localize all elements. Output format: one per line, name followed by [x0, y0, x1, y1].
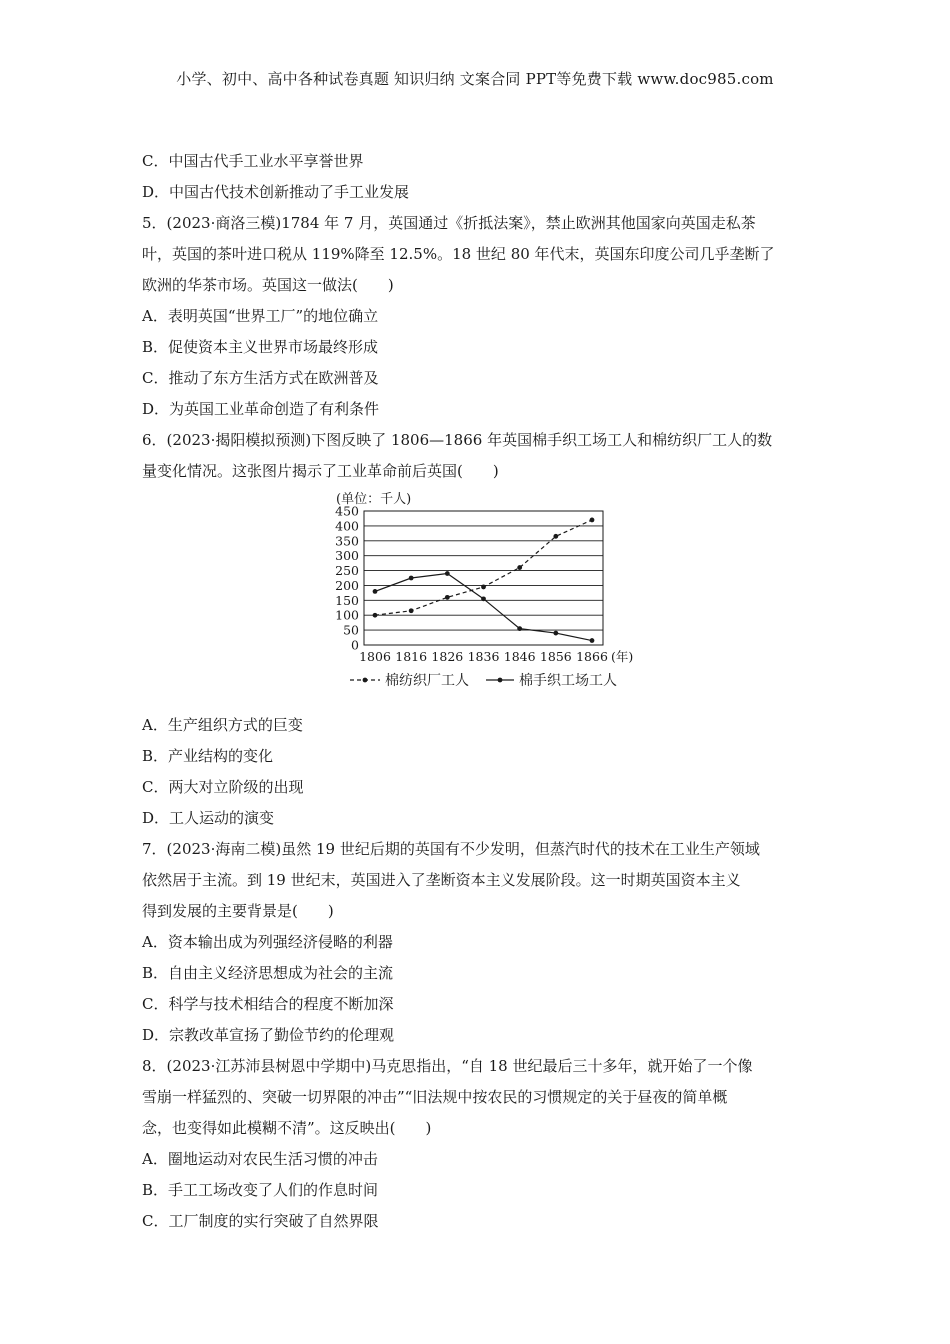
y-tick-label: 250 — [335, 563, 359, 579]
y-tick-label: 300 — [335, 548, 359, 564]
q7-stem-line: 得到发展的主要背景是( ) — [142, 902, 334, 920]
q7-option-d: D．宗教改革宣扬了勤俭节约的伦理观 — [142, 1026, 395, 1044]
y-tick-label: 350 — [335, 533, 359, 549]
y-tick-label: 50 — [343, 622, 359, 638]
q7-stem-line: 7．(2023·海南二模)虽然 19 世纪后期的英国有不少发明，但蒸汽时代的技术在工业生产领域 — [142, 840, 760, 858]
data-point — [590, 638, 595, 643]
y-tick-label: 150 — [335, 592, 359, 608]
q6-option-c: C．两大对立阶级的出现 — [142, 778, 304, 796]
q8-stem-line: 念，也变得如此模糊不清”。这反映出( ) — [142, 1119, 432, 1137]
data-point — [409, 576, 414, 581]
q5-stem-line: 叶，英国的茶叶进口税从 119%降至 12.5%。18 世纪 80 年代末，英国东印度公司几乎垄断了 — [142, 245, 775, 263]
legend-label: 棉手织工场工人 — [519, 673, 617, 689]
x-tick-label: 1806 — [359, 649, 391, 664]
legend-marker — [363, 678, 368, 683]
q4-option-d: D．中国古代技术创新推动了手工业发展 — [142, 183, 410, 201]
q5-stem-line: 欧洲的华茶市场。英国这一做法( ) — [142, 276, 394, 294]
q6-chart — [142, 489, 814, 704]
data-point — [553, 534, 558, 539]
q5-option-b: B．促使资本主义世界市场最终形成 — [142, 338, 379, 356]
page-header: 小学、初中、高中各种试卷真题 知识归纳 文案合同 PPT等免费下载 www.doc985.com — [176, 70, 774, 88]
q7-stem-line: 依然居于主流。到 19 世纪末，英国进入了垄断资本主义发展阶段。这一时期英国资本主义 — [142, 871, 741, 889]
data-point — [517, 565, 522, 570]
q8-stem-line: 雪崩一样猛烈的、突破一切界限的冲击”“旧法规中按农民的习惯规定的关于昼夜的简单概 — [142, 1088, 728, 1106]
data-point — [553, 631, 558, 636]
y-tick-label: 0 — [351, 637, 359, 653]
q6-stem-line: 6．(2023·揭阳模拟预测)下图反映了 1806—1866 年英国棉手织工场工人和棉纺织厂工人的数 — [142, 431, 773, 449]
data-point — [373, 589, 378, 594]
x-axis-unit: (年) — [611, 649, 634, 664]
data-point — [517, 626, 522, 631]
data-point — [445, 571, 450, 576]
legend-label: 棉纺织厂工人 — [385, 673, 469, 689]
data-point — [445, 595, 450, 600]
x-axis-ticks — [359, 649, 633, 664]
x-tick-label: 1816 — [395, 649, 428, 664]
q8-option-b: B．手工工场改变了人们的作息时间 — [142, 1181, 379, 1199]
chart-series — [373, 518, 595, 643]
x-tick-label: 1826 — [431, 649, 464, 664]
x-tick-label: 1836 — [467, 649, 500, 664]
q7-option-a: A．资本输出成为列强经济侵略的利器 — [142, 933, 393, 951]
data-point — [481, 585, 486, 590]
q5-option-c: C．推动了东方生活方式在欧洲普及 — [142, 369, 379, 387]
y-tick-label: 400 — [335, 518, 359, 534]
x-tick-label: 1856 — [539, 649, 572, 664]
y-tick-label: 200 — [335, 577, 359, 593]
q5-option-d: D．为英国工业革命创造了有利条件 — [142, 400, 380, 418]
document-body — [142, 146, 814, 1237]
q6-option-a: A．生产组织方式的巨变 — [142, 716, 303, 734]
q5-stem-line: 5．(2023·商洛三模)1784 年 7 月，英国通过《折抵法案》，禁止欧洲其他国家向英国走私茶 — [142, 214, 756, 232]
y-tick-label: 100 — [335, 607, 359, 623]
data-point — [481, 596, 486, 601]
q7-option-b: B．自由主义经济思想成为社会的主流 — [142, 964, 394, 982]
y-tick-label: 450 — [335, 503, 359, 519]
chart-unit-label: (单位：千人) — [336, 492, 412, 507]
q5-option-a: A．表明英国“世界工厂”的地位确立 — [142, 307, 379, 325]
q6-option-b: B．产业结构的变化 — [142, 747, 274, 765]
q4-option-c: C．中国古代手工业水平享誉世界 — [142, 152, 364, 170]
q8-option-c: C．工厂制度的实行突破了自然界限 — [142, 1212, 379, 1230]
q8-option-a: A．圈地运动对农民生活习惯的冲击 — [142, 1150, 378, 1168]
data-point — [373, 613, 378, 618]
q8-stem-line: 8．(2023·江苏沛县树恩中学期中)马克思指出，“自 18 世纪最后三十多年，就开始了一个像 — [142, 1057, 753, 1075]
chart-legend — [350, 672, 617, 689]
x-tick-label: 1846 — [503, 649, 536, 664]
data-point — [409, 608, 414, 613]
data-point — [590, 518, 595, 523]
y-axis-ticks — [335, 504, 359, 653]
q7-option-c: C．科学与技术相结合的程度不断加深 — [142, 995, 394, 1013]
q6-option-d: D．工人运动的演变 — [142, 809, 275, 827]
legend-marker — [498, 678, 503, 683]
line-chart — [142, 489, 814, 704]
x-tick-label: 1866 — [576, 649, 608, 664]
q6-stem-line: 量变化情况。这张图片揭示了工业革命前后英国( ) — [142, 462, 499, 480]
